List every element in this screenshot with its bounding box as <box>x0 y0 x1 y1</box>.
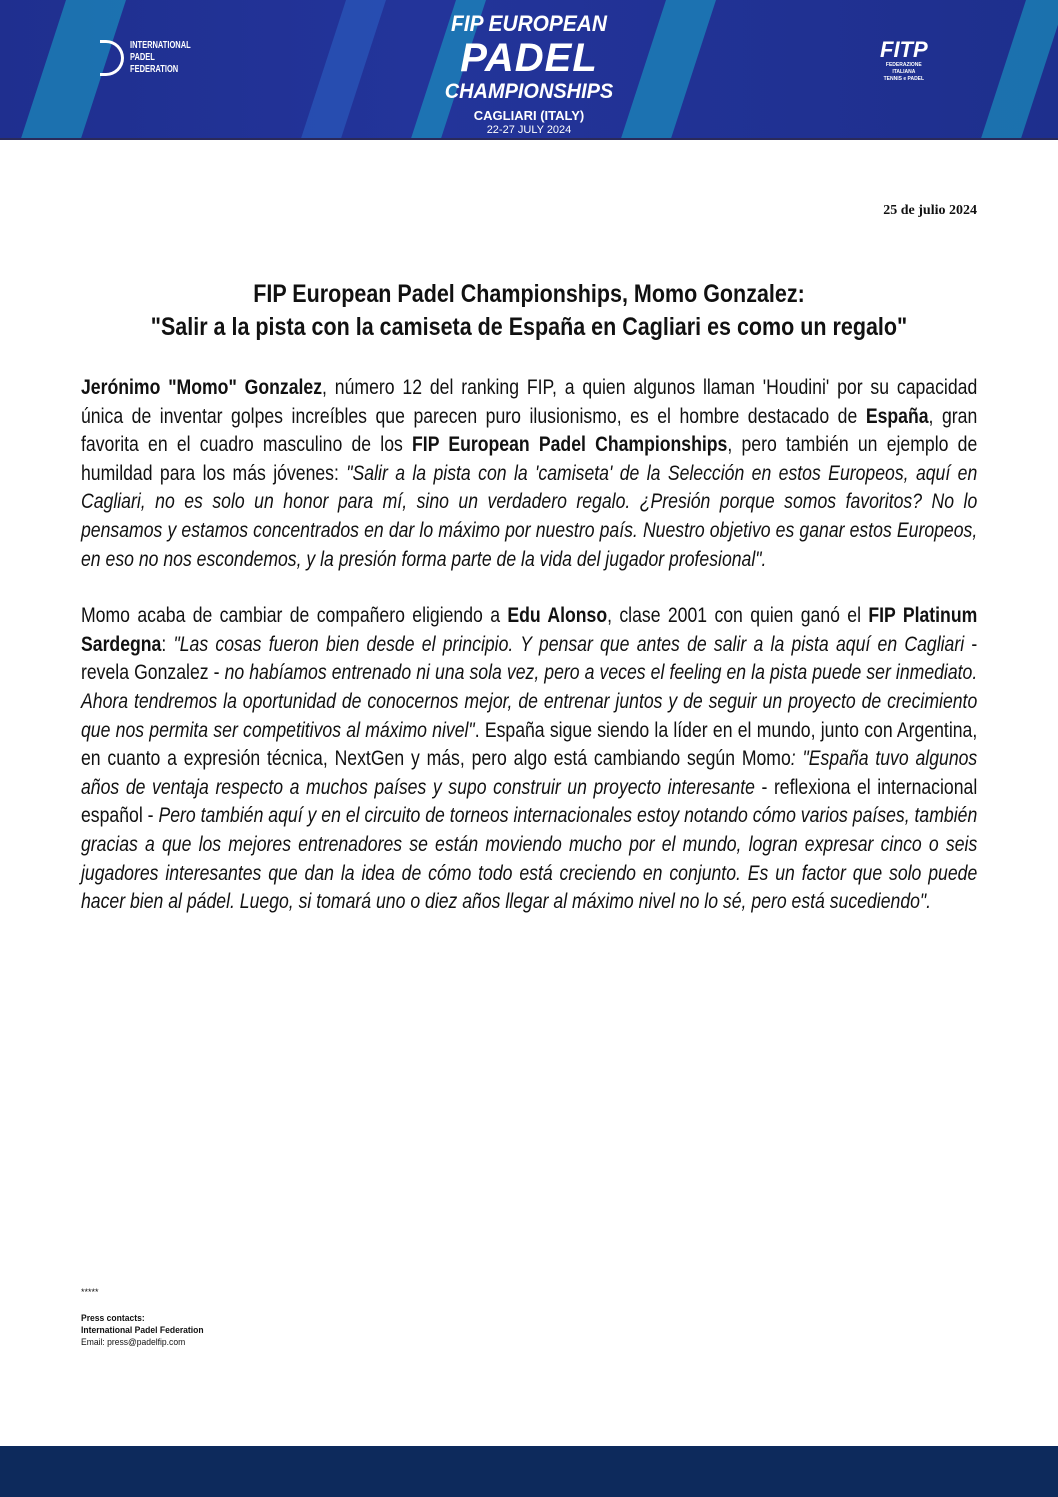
body-text: , clase 2001 con quien ganó el <box>607 603 869 628</box>
body-text: , pero también un ejemplo de humildad para los más jóvenes: <box>81 432 978 485</box>
quote-text: "Las cosas fueron bien desde el principio. Y pensar que antes de salir a la pista aquí en Cagliari <box>173 631 965 656</box>
body-text: - revela Gonzalez - <box>81 631 978 685</box>
separator: ***** <box>81 1287 99 1297</box>
body-paragraph-2 <box>81 601 977 916</box>
body-text: - reflexiona el internacional español - <box>81 774 978 828</box>
quote-text: : "España tuvo algunos años de ventaja respecto a muchos países y supo construir un proyecto interesante <box>81 746 978 799</box>
event-dates: 22-27 JULY 2024 <box>486 124 572 136</box>
body-text: , gran favorita en el cuadro masculino de los <box>81 403 978 457</box>
body-text: : <box>161 631 174 656</box>
quote-text: Pero también aquí y en el circuito de torneos internacionales estoy notando cómo varios países, también gracias a que los mejores entrenadores se están moviendo mucho por el mundo, logran expresar cinco o seis jugadores interesantes que dan la idea de cómo todo está creciendo en conjunto. Es un factor que solo puede hacer bien al pádel. Luego, si tomará uno o diez años llegar al máximo nivel no lo sé, pero está sucediendo". <box>81 803 978 914</box>
ipf-logo: INTERNATIONAL PADEL FEDERATION <box>100 40 211 76</box>
press-date: 25 de julio 2024 <box>883 203 977 218</box>
body-text: , número 12 del ranking FIP, a quien algunos llaman 'Houdini' por su capacidad única de inventar golpes increíbles que parecen puro ilusionismo, es el hombre destacado de <box>81 375 978 428</box>
article-body <box>81 373 977 916</box>
body-text: . España sigue siendo la líder en el mundo, junto con Argentina, en cuanto a expresión técnica, NextGen y más, pero algo está cambiando según Momo <box>81 717 978 771</box>
email-link[interactable]: press@padelfip.com <box>107 1337 186 1348</box>
bold-text: Edu Alonso <box>507 603 608 628</box>
page-title: FIP European Padel Championships, Momo Gonzalez: "Salir a la pista con la camiseta de España en Cagliari es como un regalo" <box>150 280 908 341</box>
footer-bar <box>0 1446 1058 1497</box>
body-paragraph-1 <box>81 373 977 573</box>
bold-text: FIP Platinum Sardegna <box>81 603 978 656</box>
quote-text: no habíamos entrenado ni una sola vez, pero a veces el feeling en la pista puede ser inmediato. Ahora tendremos la oportunidad de conocernos mejor, de entrenar juntos y de seguir un proyecto de crecimiento que nos permita ser competitivos al máximo nivel" <box>81 660 978 742</box>
event-location: CAGLIARI (ITALY) <box>473 108 585 123</box>
header-banner <box>0 0 1058 140</box>
quote-text: "Salir a la pista con la 'camiseta' de la Selección en estos Europeos, aquí en Cagliari, no es solo un honor para mí, sino un verdadero regalo. ¿Presión porque somos favoritos? No lo pensamos y estamos concentrados en dar lo máximo por nuestro país. Nuestro objetivo es ganar estos Europeos, en eso no nos escondemos, y la presión forma parte de la vida del jugador profesional". <box>81 460 978 571</box>
body-text: Momo acaba de cambiar de compañero eligiendo a <box>81 603 508 628</box>
event-logo: FIP EUROPEAN PADEL CHAMPIONSHIPS CAGLIARI (ITALY) 22-27 JULY 2024 <box>400 12 658 137</box>
bold-text: Jerónimo "Momo" Gonzalez <box>81 375 323 399</box>
bold-text: FIP European Padel Championships <box>412 432 728 457</box>
press-contacts: Press contacts: International Padel Federation Email: press@padelfip.com <box>81 1313 204 1348</box>
fitp-logo: FITP FEDERAZIONE ITALIANA TENNIS e PADEL <box>880 37 928 82</box>
bold-text: España <box>865 403 929 428</box>
